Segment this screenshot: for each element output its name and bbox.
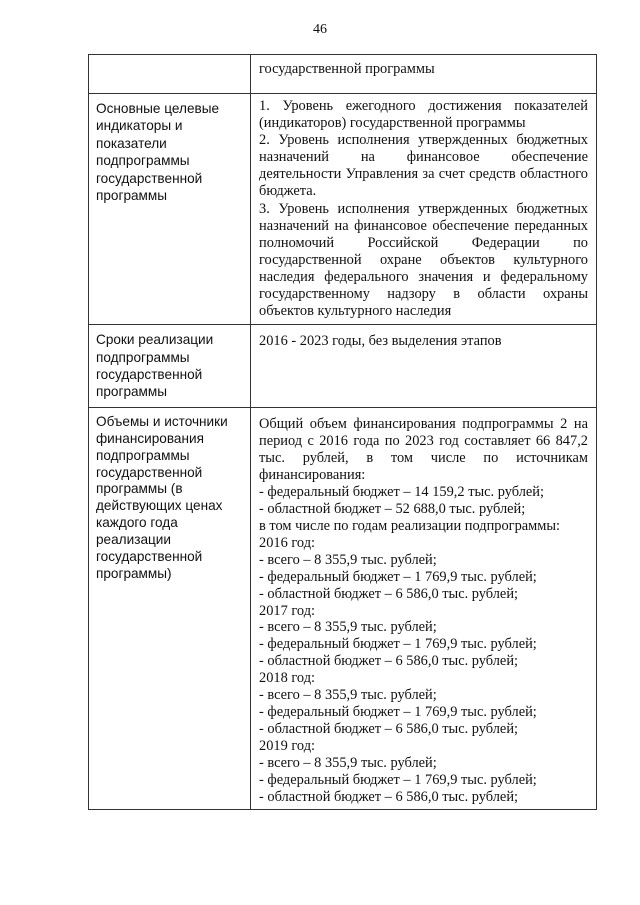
label-line: реализации: [96, 532, 171, 548]
label-line: программы): [96, 566, 172, 581]
funding-line: - всего – 8 355,9 тыс. рублей;: [259, 687, 437, 704]
funding-line: - областной бюджет – 6 586,0 тыс. рублей;: [259, 788, 519, 805]
funding-intro: Общий объем финансирования подпрограммы 2 на период с 2016 года по 2023 год составляет 66 847,2 тыс. рублей, в том числе по источникам финансирования:: [259, 415, 588, 484]
label-line: Сроки реализации: [96, 332, 214, 348]
indicator-paragraph: 3. Уровень исполнения утвержденных бюджетных назначений на финансовое обеспечение переданных полномочий Российской Федерации по государственной охране объектов культурного наследия федерального значения и федеральному государственному надзору в области охраны объектов культурного наследия: [259, 200, 588, 320]
row-value-cell: [251, 325, 597, 408]
funding-line: - областной бюджет – 52 688,0 тыс. рублей;: [259, 501, 526, 518]
label-line: программы (в: [96, 481, 183, 497]
label-line: государственной: [96, 367, 203, 383]
row-label-cell: [89, 55, 251, 94]
label-line: Объемы и источники: [96, 413, 228, 429]
funding-line: - всего – 8 355,9 тыс. рублей;: [259, 551, 437, 568]
indicator-paragraph: 2. Уровень исполнения утвержденных бюджетных назначений на финансовое обеспечение деятельности Управления за счет средств областного бюджета.: [259, 132, 588, 200]
funding-line: - всего – 8 355,9 тыс. рублей;: [259, 619, 437, 636]
label-line: программы: [96, 384, 168, 400]
row-value-cell: [251, 407, 597, 810]
table-row: [89, 94, 597, 325]
row-label-cell: [89, 325, 251, 408]
label-line: подпрограммы: [96, 153, 190, 169]
funding-line: - федеральный бюджет – 14 159,2 тыс. рублей;: [259, 484, 544, 501]
label-line: каждого года: [96, 515, 178, 531]
label-line: подпрограммы: [96, 447, 190, 463]
value-line: 2016 - 2023 годы, без выделения этапов: [259, 333, 502, 350]
label-line: финансирования: [96, 430, 204, 446]
label-line: показатели: [96, 135, 167, 151]
funding-line: - областной бюджет – 6 586,0 тыс. рублей;: [259, 585, 519, 602]
funding-line: 2019 год:: [259, 737, 316, 754]
funding-line: - областной бюджет – 6 586,0 тыс. рублей;: [259, 653, 519, 670]
page-number: 46: [313, 22, 327, 37]
table-row: [89, 325, 597, 408]
table-row: [89, 407, 597, 810]
table-row: [89, 55, 597, 94]
funding-line: 2018 год:: [259, 670, 316, 687]
funding-line: в том числе по годам реализации подпрограммы:: [259, 518, 561, 535]
label-line: индикаторы и: [96, 118, 183, 134]
label-line: программы: [96, 188, 168, 204]
row-value-cell: [251, 55, 597, 94]
funding-line: 2016 год:: [259, 534, 316, 551]
row-value-cell: [251, 94, 597, 325]
label-line: государственной: [96, 549, 203, 565]
indicator-paragraph: 1. Уровень ежегодного достижения показателей (индикаторов) государственной программы: [259, 98, 588, 132]
funding-line: - всего – 8 355,9 тыс. рублей;: [259, 754, 437, 771]
funding-line: 2017 год:: [259, 602, 316, 619]
label-line: Основные целевые: [96, 101, 220, 116]
funding-line: - федеральный бюджет – 1 769,9 тыс. рублей;: [259, 704, 537, 720]
label-line: подпрограммы: [96, 349, 190, 365]
value-line: государственной программы: [259, 61, 435, 77]
row-label-cell: [89, 94, 251, 325]
funding-line: - областной бюджет – 6 586,0 тыс. рублей;: [259, 720, 519, 737]
funding-line: - федеральный бюджет – 1 769,9 тыс. рублей;: [259, 636, 537, 653]
funding-line: - федеральный бюджет – 1 769,9 тыс. рублей;: [259, 771, 537, 788]
funding-line: - федеральный бюджет – 1 769,9 тыс. рублей;: [259, 568, 537, 585]
label-line: государственной: [96, 464, 203, 480]
program-passport-table: [88, 54, 597, 810]
label-line: действующих ценах: [96, 498, 223, 514]
label-line: государственной: [96, 170, 203, 186]
row-label-cell: [89, 407, 251, 810]
